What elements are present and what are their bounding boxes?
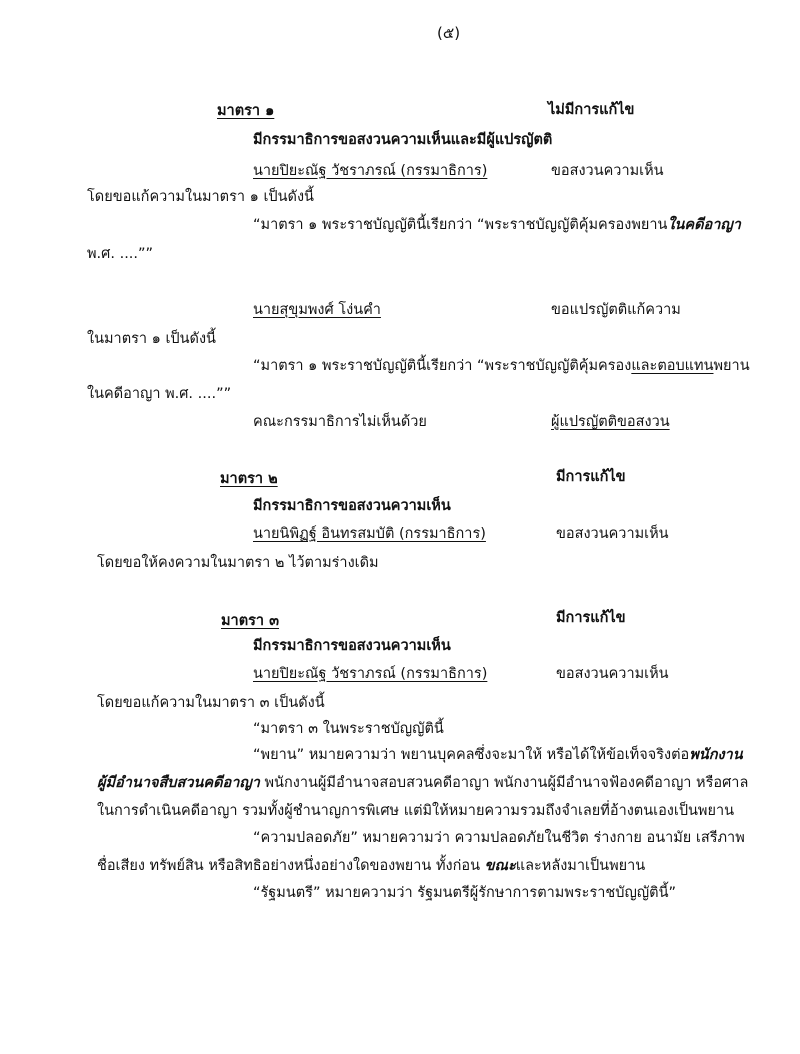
quote-inserted-text: และตอบแทน xyxy=(631,358,714,374)
section-3-quote-line1: “มาตรา ๓ ในพระราชบัญญัตินี้ xyxy=(253,721,444,737)
section-3-quote-line4: ในการดำเนินคดีอาญา รวมทั้งผู้ชำนาญการพิเศษ แต่มิให้หมายความรวมถึงจำเลยที่อ้างตนเองเป็นพยาน xyxy=(97,803,735,819)
section-3-subheading: มีกรรมาธิการขอสงวนความเห็น xyxy=(253,638,451,654)
section-1-mp-quote-line2: ในคดีอาญา พ.ศ. ....”” xyxy=(87,386,232,402)
quote-text: พนักงานผู้มีอำนาจสอบสวนคดีอาญา พนักงานผู้มีอำนาจฟ้องคดีอาญา หรือศาล xyxy=(259,775,749,791)
quote-inserted-text: ในคดีอาญา xyxy=(667,217,741,233)
section-3-intro: โดยขอแก้ความในมาตรา ๓ เป็นดังนี้ xyxy=(97,695,325,711)
section-1-status: ไม่มีการแก้ไข xyxy=(548,102,635,118)
section-3-quote-line7: “รัฐมนตรี” หมายความว่า รัฐมนตรีผู้รักษาการตามพระราชบัญญัตินี้” xyxy=(253,885,676,901)
section-1-commissioner-quote-line2: พ.ศ. ....”” xyxy=(87,246,154,262)
section-3-quote-line2 xyxy=(253,746,743,764)
section-2-commissioner-action: ขอสงวนความเห็น xyxy=(556,526,669,542)
quote-text-end: พยาน xyxy=(713,358,750,374)
section-1-commissioner-intro: โดยขอแก้ความในมาตรา ๑ เป็นดังนี้ xyxy=(87,189,314,205)
section-3-quote-line5: “ความปลอดภัย” หมายความว่า ความปลอดภัยในชีวิต ร่างกาย อนามัย เสรีภาพ xyxy=(253,830,745,846)
quote-inserted-text: ขณะ xyxy=(484,858,516,874)
section-3-status: มีการแก้ไข xyxy=(556,610,626,626)
section-1-committee-opinion: คณะกรรมาธิการไม่เห็นด้วย xyxy=(253,414,427,430)
quote-text: “มาตรา ๑ พระราชบัญญัตินี้เรียกว่า “พระราชบัญญัติคุ้มครอง xyxy=(253,358,632,374)
section-1-commissioner-name: นายปิยะณัฐ วัชราภรณ์ (กรรมาธิการ) xyxy=(253,163,488,179)
section-1-commissioner-action: ขอสงวนความเห็น xyxy=(551,163,664,179)
quote-text: “มาตรา ๑ พระราชบัญญัตินี้เรียกว่า “พระราชบัญญัติคุ้มครองพยาน xyxy=(253,217,668,233)
quote-inserted-text: พนักงาน xyxy=(689,747,743,763)
section-2-intro: โดยขอให้คงความในมาตรา ๒ ไว้ตามร่างเดิม xyxy=(97,555,379,571)
section-1-committee-result: ผู้แปรญัตติขอสงวน xyxy=(551,414,670,430)
quote-text: ชื่อเสียง ทรัพย์สิน หรือสิทธิอย่างหนึ่งอย่างใดของพยาน ทั้งก่อน xyxy=(97,858,485,874)
section-1-heading: มาตรา ๑ xyxy=(217,103,275,119)
section-1-subheading: มีกรรมาธิการขอสงวนความเห็นและมีผู้แปรญัตติ xyxy=(253,132,553,148)
section-1-mp-intro: ในมาตรา ๑ เป็นดังนี้ xyxy=(87,331,216,347)
quote-text-end: และหลังมาเป็นพยาน xyxy=(515,858,646,874)
section-2-subheading: มีกรรมาธิการขอสงวนความเห็น xyxy=(253,498,451,514)
section-3-commissioner-action: ขอสงวนความเห็น xyxy=(556,666,669,682)
section-1-mp-quote-line1 xyxy=(253,357,750,375)
section-2-commissioner-name: นายนิพิฏฐ์ อินทรสมบัติ (กรรมาธิการ) xyxy=(253,526,486,542)
quote-inserted-text: ผู้มีอำนาจสืบสวนคดีอาญา xyxy=(97,775,260,791)
quote-text: “พยาน” หมายความว่า พยานบุคคลซึ่งจะมาให้ หรือได้ให้ข้อเท็จจริงต่อ xyxy=(253,747,690,763)
section-2-heading: มาตรา ๒ xyxy=(220,471,278,487)
section-1-commissioner-quote-line1 xyxy=(253,216,741,234)
section-3-heading: มาตรา ๓ xyxy=(221,613,280,629)
page-number: (๕) xyxy=(437,24,461,42)
section-1-mp-action: ขอแปรญัตติแก้ความ xyxy=(551,302,681,318)
section-3-quote-line6 xyxy=(97,857,645,875)
section-3-quote-line3 xyxy=(97,774,748,792)
section-3-commissioner-name: นายปิยะณัฐ วัชราภรณ์ (กรรมาธิการ) xyxy=(253,666,488,682)
section-2-status: มีการแก้ไข xyxy=(556,469,626,485)
section-1-mp-name: นายสุขุมพงศ์ โง่นคำ xyxy=(253,302,381,318)
